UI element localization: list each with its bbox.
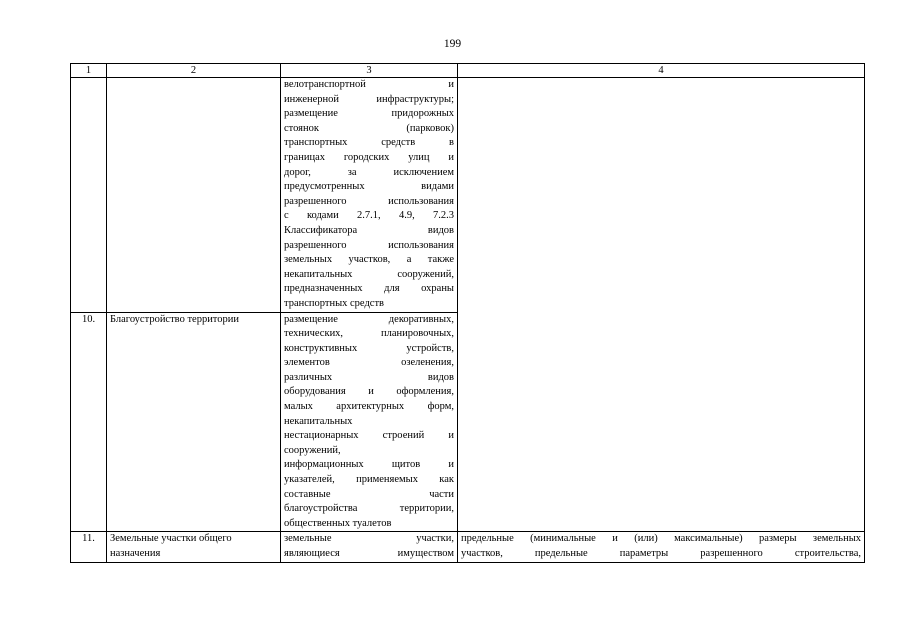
description-line: некапитальных сооружений,: [284, 268, 454, 280]
description-line: транспортных средств в: [284, 137, 454, 149]
header-col-1: 1: [71, 64, 107, 78]
use-type-description: [281, 312, 458, 532]
description-line: дорог, за исключением: [284, 166, 454, 178]
parameters-cell: [458, 78, 865, 532]
description-line: размещение декоративных,: [284, 313, 454, 325]
use-type-description: [281, 78, 458, 313]
description-line: общественных туалетов: [284, 517, 392, 529]
description-line: земельных участков, а также: [284, 254, 454, 266]
description-line: транспортных средств: [284, 297, 385, 309]
zoning-table: [70, 63, 865, 563]
table-row: [71, 532, 865, 562]
header-col-4: 4: [458, 64, 865, 78]
parameters-line: предельные (минимальные и (или) максимальные) размеры земельных: [461, 533, 861, 545]
description-line: различных видов: [284, 371, 454, 383]
description-line: составные части: [284, 488, 454, 500]
table-row: [71, 78, 865, 313]
description-line: предусмотренных видами: [284, 181, 454, 193]
description-line: разрешенного использования: [284, 195, 454, 207]
description-line: разрешенного использования: [284, 239, 454, 251]
header-col-3: 3: [281, 64, 458, 78]
description-line: инженерной инфраструктуры;: [284, 93, 454, 105]
description-line: благоустройства территории,: [284, 503, 454, 515]
row-number: 10.: [71, 312, 107, 532]
description-line: конструктивных устройств,: [284, 342, 454, 354]
description-line: стоянок (парковок): [284, 122, 454, 134]
table-header-row: [71, 64, 865, 78]
description-line: сооружений,: [284, 444, 341, 456]
description-line: технических, планировочных,: [284, 328, 454, 340]
description-line: велотранспортной и: [284, 79, 454, 90]
description-line: размещение придорожных: [284, 108, 454, 120]
description-line: указателей, применяемых как: [284, 474, 454, 486]
description-line: границах городских улиц и: [284, 151, 454, 163]
parameters-cell: [458, 532, 865, 562]
header-col-2: 2: [107, 64, 281, 78]
use-type-description: [281, 532, 458, 562]
description-line: некапитальных: [284, 415, 353, 427]
page-number: 199: [443, 38, 462, 50]
use-type-name: Благоустройство территории: [107, 312, 281, 532]
description-line: предназначенных для охраны: [284, 283, 454, 295]
description-line: Классификатора видов: [284, 224, 454, 236]
description-line: оборудования и оформления,: [284, 386, 454, 398]
row-number: [71, 78, 107, 313]
description-line: нестационарных строений и: [284, 430, 454, 442]
use-type-name: [107, 78, 281, 313]
description-line: информационных щитов и: [284, 459, 454, 471]
use-type-name: Земельные участки общего назначения: [107, 532, 281, 562]
description-line: с кодами 2.7.1, 4.9, 7.2.3: [284, 210, 454, 222]
description-line: элементов озеленения,: [284, 357, 454, 369]
description-line: земельные участки,: [284, 533, 454, 545]
description-line: являющиеся имуществом: [284, 548, 454, 559]
description-line: малых архитектурных форм,: [284, 401, 454, 413]
parameters-line: участков, предельные параметры разрешенного строительства,: [461, 548, 861, 559]
row-number: 11.: [71, 532, 107, 562]
